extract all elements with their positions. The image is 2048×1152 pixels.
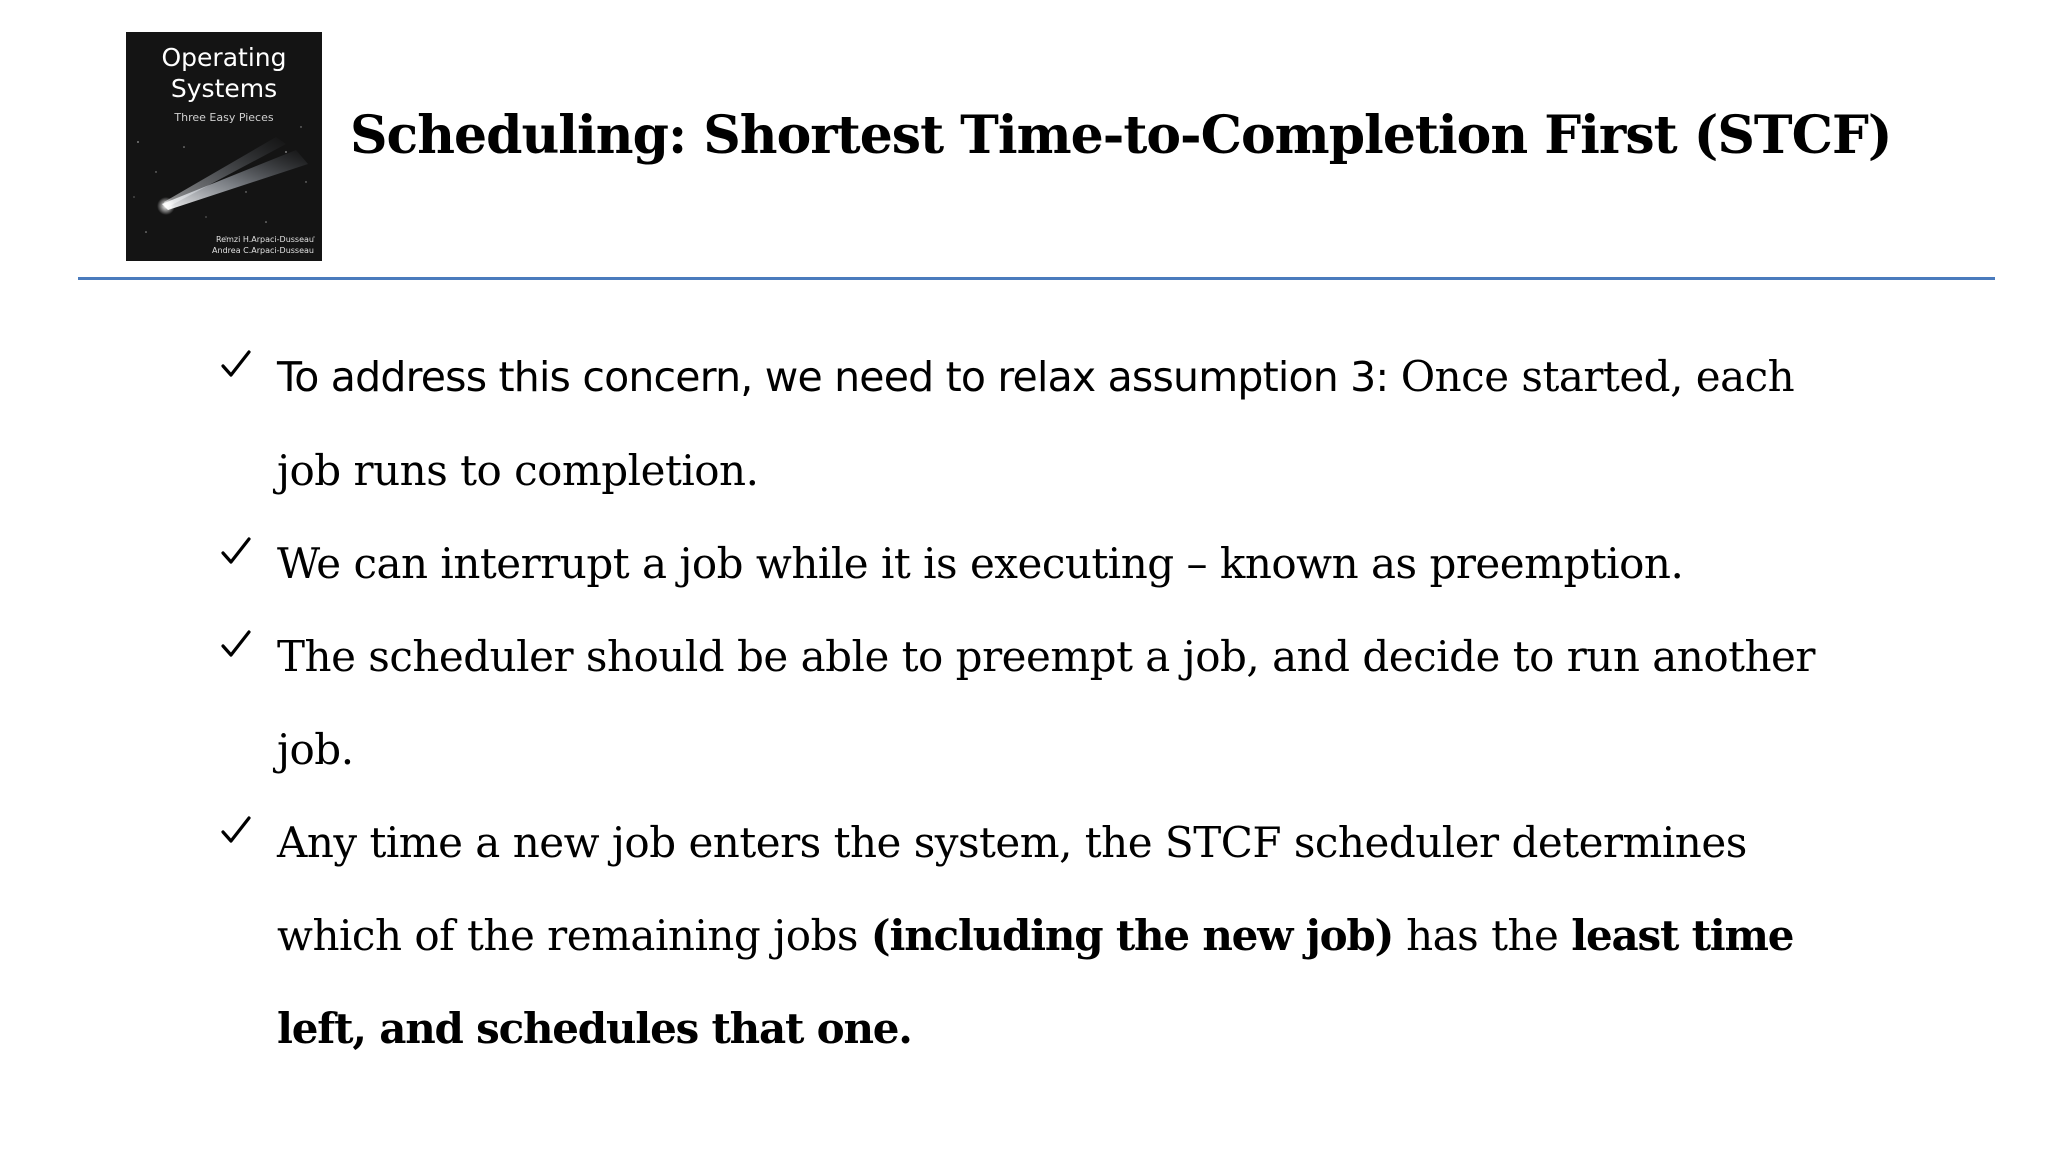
book-cover-author1: Remzi H.Arpaci-Dusseau — [215, 235, 314, 244]
bullet-bold-text: (including the new job) — [870, 911, 1394, 960]
bullet-text: We can interrupt a job while it is executing – known as preemption. — [277, 539, 1684, 588]
bullet-lead-text: To address this concern, we need to relax assumption 3: — [277, 353, 1401, 401]
bullet-text: has the — [1393, 911, 1572, 960]
bullet-text: Any time a new job enters the system, the STCF scheduler determines which of the remaining jobs — [277, 818, 1747, 960]
checkmark-icon — [220, 628, 252, 660]
bullet-item — [220, 330, 1820, 517]
bullet-list — [220, 330, 1820, 1075]
checkmark-icon — [220, 814, 252, 846]
checkmark-icon — [220, 535, 252, 567]
checkmark-icon — [220, 348, 252, 380]
book-cover-image — [126, 32, 322, 261]
book-cover-title-line1: Operating — [161, 43, 287, 72]
bullet-bold-text: least time left, and schedules that one. — [277, 911, 1794, 1053]
bullet-text: The scheduler should be able to preempt a job, and decide to run another job. — [277, 632, 1815, 774]
title-divider — [78, 277, 1995, 280]
bullet-text: Once started, each job runs to completion. — [277, 352, 1795, 495]
slide-title: Scheduling: Shortest Time-to-Completion First (STCF) — [350, 105, 1892, 166]
bullet-item — [220, 610, 1820, 796]
book-cover-subtitle: Three Easy Pieces — [174, 111, 274, 124]
book-cover-author2: Andrea C.Arpaci-Dusseau — [212, 246, 314, 255]
bullet-item — [220, 517, 1820, 610]
bullet-item — [220, 796, 1820, 1075]
book-cover-title-line2: Systems — [170, 74, 278, 103]
